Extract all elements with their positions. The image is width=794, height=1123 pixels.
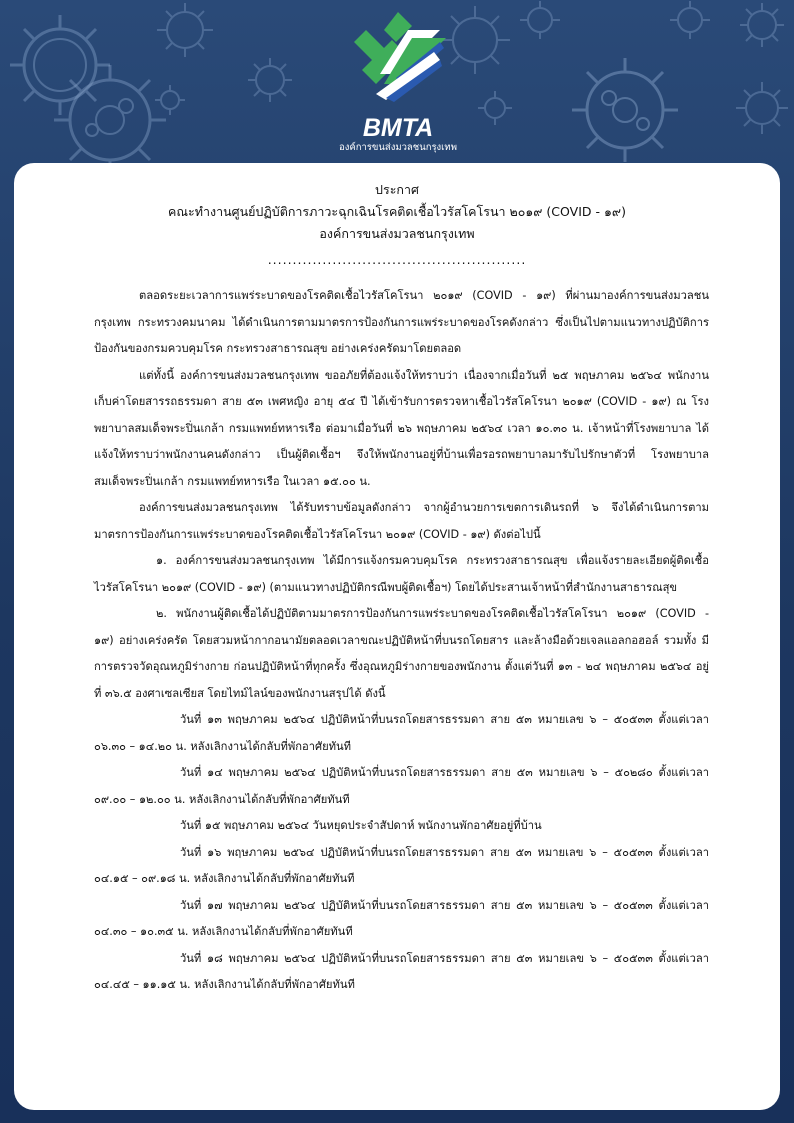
virus-illustration-icon [40,60,180,180]
paragraph-item-2: ๒. พนักงานผู้ติดเชื้อได้ปฏิบัติตามมาตรการป้องกันการแพร่ระบาดของโรคติดเชื้อไวรัสโคโรนา ๒๐๑๙ (COVID - ๑๙) อย่างเคร่งครัด โดยสวมหน้ากากอนามัยตลอดเวลาขณะปฏิบัติหน้าที่บนรถโดยสาร และล้างมือด้วยเจลแอลกอฮอล์ รวมทั้ง มีการตรวจวัดอุณหภูมิร่างกาย ก่อนปฏิบัติหน้าที่ทุกครั้ง ซึ่งอุณหภูมิร่างกายของพนักงาน ตั้งแต่วันที่ ๑๓ - ๒๔ พฤษภาคม ๒๕๖๔ อยู่ที่ ๓๖.๕ องศาเซลเซียส โดยไทม์ไลน์ของพนักงานสรุปได้ ดังนี้ [94,607,709,700]
virus-illustration-icon [150,80,190,120]
virus-illustration-icon [150,0,220,60]
virus-illustration-icon [660,0,720,40]
paragraph-intro: ตลอดระยะเวลาการแพร่ระบาดของโรคติดเชื้อไวรัสโคโรนา ๒๐๑๙ (COVID - ๑๙) ที่ผ่านมาองค์การขนส่งมวลชนกรุงเทพ กระทรวงคมนาคม ได้ดำเนินการตามมาตรการป้องกันการแพร่ระบาดของโรคดังกล่าว ซึ่งเป็นไปตามแนวทางปฏิบัติการป้องกันของกรมควบคุมโรค กระทรวงสาธารณสุข อย่างเคร่งครัดมาโดยตลอด [94,289,709,355]
paragraph-item-1: ๑. องค์การขนส่งมวลชนกรุงเทพ ได้มีการแจ้งกรมควบคุมโรค กระทรวงสาธารณสุข เพื่อแจ้งรายละเอียดผู้ติดเชื้อไวรัสโคโรนา ๒๐๑๙ (COVID - ๑๙) (ตามแนวทางปฏิบัติกรณีพบผู้ติดเชื้อฯ) โดยได้ประสานเจ้าหน้าที่สำนักงานสาธารณสุข [94,554,709,594]
timeline-entry: วันที่ ๑๖ พฤษภาคม ๒๕๖๔ ปฏิบัติหน้าที่บนรถโดยสารธรรมดา สาย ๕๓ หมายเลข ๖ – ๕๐๕๓๓ ตั้งแต่เวลา ๐๔.๑๕ – ๐๙.๑๘ น. หลังเลิกงานได้กลับที่พักอาศัยทันที [94,845,709,885]
announcement-body [94,283,709,999]
bmta-logo [336,8,460,154]
announcement-header [14,179,780,271]
timeline-entry: วันที่ ๑๘ พฤษภาคม ๒๕๖๔ ปฏิบัติหน้าที่บนรถโดยสารธรรมดา สาย ๕๓ หมายเลข ๖ – ๕๐๕๓๓ ตั้งแต่เวลา ๐๔.๔๕ – ๑๑.๑๕ น. หลังเลิกงานได้กลับที่พักอาศัยทันที [94,951,709,991]
virus-illustration-icon [510,0,570,40]
virus-illustration-icon [240,55,300,105]
header-organization: องค์การขนส่งมวลชนกรุงเทพ [319,226,475,241]
virus-illustration-icon [730,78,794,138]
header-title: ประกาศ [375,182,419,197]
header-committee: คณะทำงานศูนย์ปฏิบัติการภาวะฉุกเฉินโรคติดเชื้อไวรัสโคโรนา ๒๐๑๙ (COVID - ๑๙) [168,204,626,219]
header-separator: .................................................... [267,252,527,267]
logo-brand-text: BMTA [362,114,434,142]
paragraph-case-report: แต่ทั้งนี้ องค์การขนส่งมวลชนกรุงเทพ ขออภัยที่ต้องแจ้งให้ทราบว่า เนื่องจากเมื่อวันที่ ๒๕ พฤษภาคม ๒๕๖๔ พนักงานเก็บค่าโดยสารรถธรรมดา สาย ๕๓ เพศหญิง อายุ ๕๔ ปี ได้เข้ารับการตรวจหาเชื้อไวรัสโคโรนา ๒๐๑๙ (COVID - ๑๙) ณ โรงพยาบาลสมเด็จพระปิ่นเกล้า กรมแพทย์ทหารเรือ ต่อมาเมื่อวันที่ ๒๖ พฤษภาคม ๒๕๖๔ เวลา ๑๐.๓๐ น. เจ้าหน้าที่โรงพยาบาล ได้แจ้งให้ทราบว่าพนักงานคนดังกล่าว เป็นผู้ติดเชื้อฯ จึงให้พนักงานอยู่ที่บ้านเพื่อรอรถพยาบาลมารับไปรักษาตัวที่ โรงพยาบาลสมเด็จพระปิ่นเกล้า กรมแพทย์ทหารเรือ ในเวลา ๑๕.๐๐ น. [94,368,709,488]
logo-org-text: องค์การขนส่งมวลชนกรุงเทพ [339,142,457,153]
timeline-entry: วันที่ ๑๔ พฤษภาคม ๒๕๖๔ ปฏิบัติหน้าที่บนรถโดยสารธรรมดา สาย ๕๓ หมายเลข ๖ – ๕๐๒๘๐ ตั้งแต่เวลา ๐๙.๐๐ – ๑๒.๐๐ น. หลังเลิกงานได้กลับที่พักอาศัยทันที [94,766,709,806]
timeline-entry: วันที่ ๑๕ พฤษภาคม ๒๕๖๔ วันหยุดประจำสัปดาห์ พนักงานพักอาศัยอยู่ที่บ้าน [180,819,542,832]
announcement-card [14,163,780,1110]
timeline-entry: วันที่ ๑๗ พฤษภาคม ๒๕๖๔ ปฏิบัติหน้าที่บนรถโดยสารธรรมดา สาย ๕๓ หมายเลข ๖ – ๕๐๕๓๓ ตั้งแต่เวลา ๐๔.๓๐ – ๑๐.๓๕ น. หลังเลิกงานได้กลับที่พักอาศัยทันที [94,898,709,938]
virus-illustration-icon [470,88,520,128]
virus-illustration-icon [730,0,794,50]
virus-illustration-icon [560,55,690,165]
paragraph-actions: องค์การขนส่งมวลชนกรุงเทพ ได้รับทราบข้อมูลดังกล่าว จากผู้อำนวยการเขตการเดินรถที่ ๖ จึงได้ดำเนินการตามมาตรการป้องกันการแพร่ระบาดของโรคติดเชื้อไวรัสโคโรนา ๒๐๑๙ (COVID - ๑๙) ดังต่อไปนี้ [94,501,709,541]
timeline-entry: วันที่ ๑๓ พฤษภาคม ๒๕๖๔ ปฏิบัติหน้าที่บนรถโดยสารธรรมดา สาย ๕๓ หมายเลข ๖ – ๕๐๕๓๓ ตั้งแต่เวลา ๐๖.๓๐ – ๑๔.๒๐ น. หลังเลิกงานได้กลับที่พักอาศัยทันที [94,713,709,753]
